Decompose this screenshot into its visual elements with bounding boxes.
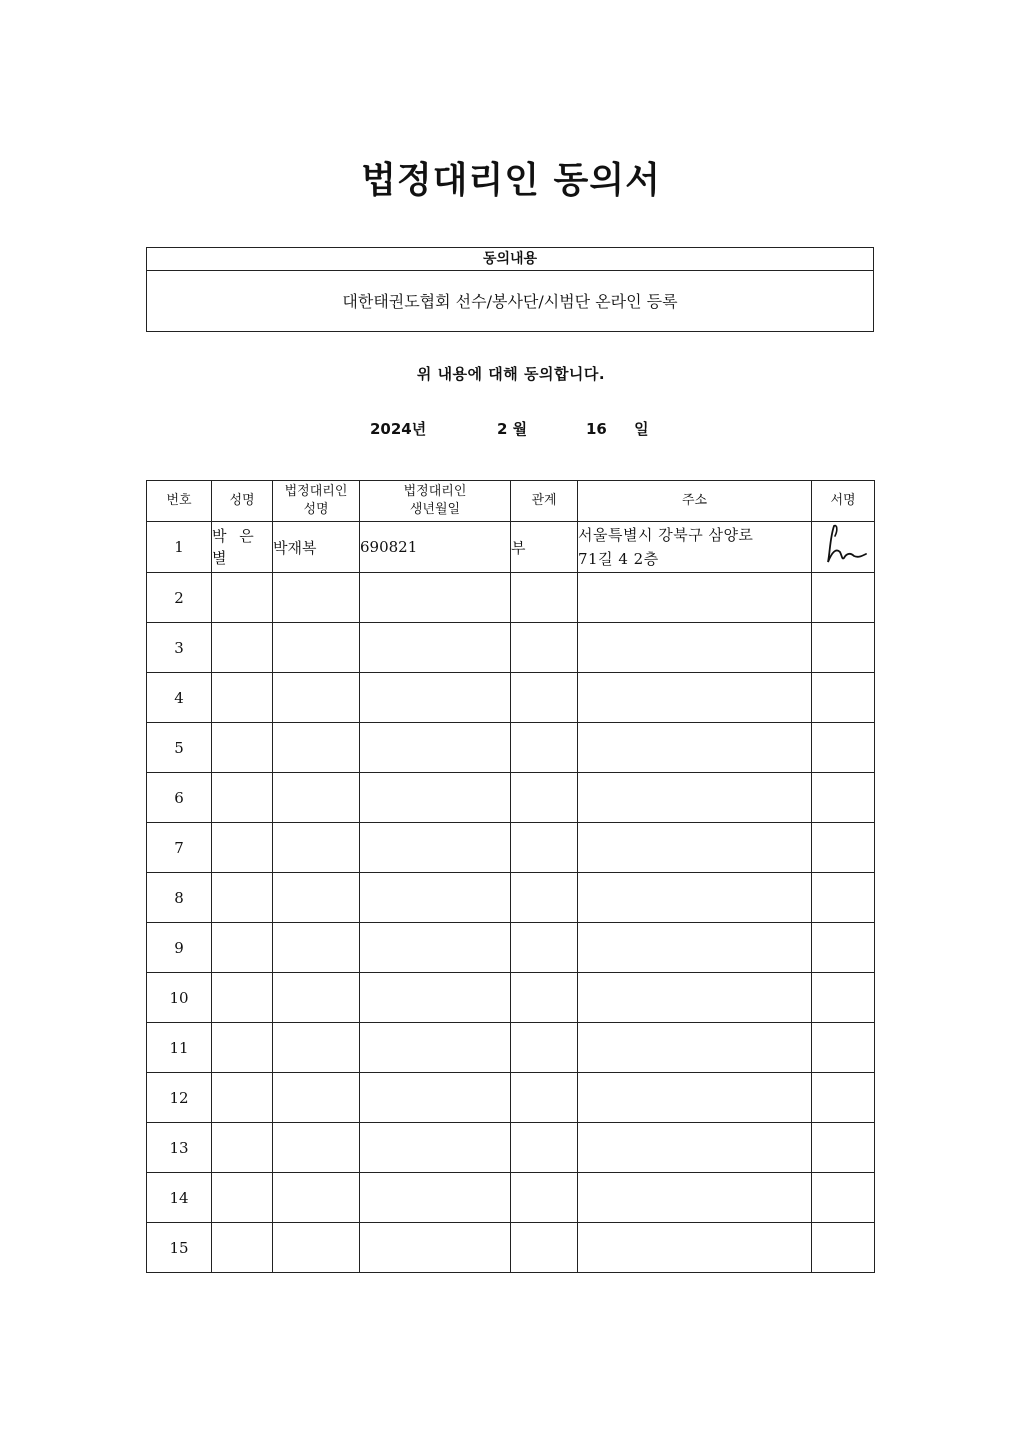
signature-cell[interactable] [812, 1173, 875, 1223]
address[interactable] [578, 1073, 812, 1123]
address-line1: 서울특별시 강북구 삼양로 [578, 526, 754, 544]
signature-cell[interactable] [812, 923, 875, 973]
signature-cell[interactable] [812, 823, 875, 873]
participant-name[interactable] [212, 1073, 273, 1123]
address-line2: 71길 4 2층 [578, 550, 659, 568]
participant-name[interactable] [212, 1173, 273, 1223]
participant-name[interactable] [212, 773, 273, 823]
guardian-birthdate[interactable] [360, 1023, 511, 1073]
guardian-name[interactable] [273, 973, 360, 1023]
participant-name[interactable] [212, 1123, 273, 1173]
signature-cell[interactable] [812, 623, 875, 673]
date-year: 2024년 [370, 420, 427, 438]
header-address: 주소 [578, 481, 812, 522]
table-row [147, 923, 875, 973]
address[interactable] [578, 1173, 812, 1223]
signature-cell[interactable] [812, 873, 875, 923]
header-guardian-birth [360, 481, 511, 522]
guardian-name[interactable]: 박재복 [273, 522, 360, 573]
guardian-consent-table [146, 480, 875, 1273]
participant-name[interactable] [212, 723, 273, 773]
table-row [147, 673, 875, 723]
handwritten-signature [818, 522, 868, 568]
row-number: 8 [147, 873, 212, 923]
relation[interactable] [511, 973, 578, 1023]
table-row [147, 1123, 875, 1173]
header-guardian-birth-line2: 생년월일 [409, 502, 461, 517]
guardian-birthdate[interactable] [360, 1073, 511, 1123]
participant-name[interactable] [212, 873, 273, 923]
row-number: 5 [147, 723, 212, 773]
guardian-birthdate[interactable] [360, 1223, 511, 1273]
address[interactable] [578, 522, 812, 573]
signature-cell[interactable] [812, 673, 875, 723]
table-row [147, 1023, 875, 1073]
consent-content-body: 대한태권도협회 선수/봉사단/시범단 온라인 등록 [342, 292, 678, 311]
relation[interactable] [511, 1073, 578, 1123]
relation[interactable] [511, 1123, 578, 1173]
participant-name-line2: 별 [212, 549, 231, 567]
address[interactable] [578, 723, 812, 773]
row-number: 7 [147, 823, 212, 873]
guardian-birthdate[interactable] [360, 773, 511, 823]
table-row [147, 573, 875, 623]
signature-cell[interactable] [812, 1073, 875, 1123]
signature-cell[interactable] [812, 1023, 875, 1073]
header-signature: 서명 [812, 481, 875, 522]
row-number: 3 [147, 623, 212, 673]
row-number: 6 [147, 773, 212, 823]
table-row [147, 1073, 875, 1123]
table-row [147, 873, 875, 923]
participant-name[interactable] [212, 923, 273, 973]
participant-name[interactable] [212, 522, 273, 573]
consent-content-box [146, 247, 874, 332]
guardian-birthdate[interactable] [360, 1173, 511, 1223]
header-relation: 관계 [511, 481, 578, 522]
consent-content-header: 동의내용 [147, 248, 873, 271]
table-row [147, 1223, 875, 1273]
relation[interactable] [511, 873, 578, 923]
signature-cell[interactable] [812, 522, 875, 573]
agreement-statement: 위 내용에 대해 동의합니다. [416, 365, 606, 383]
relation[interactable] [511, 773, 578, 823]
guardian-name[interactable] [273, 1123, 360, 1173]
address[interactable] [578, 1023, 812, 1073]
address[interactable] [578, 573, 812, 623]
relation[interactable] [511, 573, 578, 623]
header-guardian-birth-line1: 법정대리인 [403, 484, 467, 499]
guardian-name[interactable] [273, 623, 360, 673]
guardian-name[interactable] [273, 723, 360, 773]
table-row [147, 823, 875, 873]
relation[interactable] [511, 623, 578, 673]
guardian-name[interactable] [273, 1173, 360, 1223]
signature-cell[interactable] [812, 773, 875, 823]
header-name: 성명 [212, 481, 273, 522]
guardian-name[interactable] [273, 923, 360, 973]
row-number: 11 [147, 1023, 212, 1073]
row-number: 14 [147, 1173, 212, 1223]
guardian-name[interactable] [273, 1223, 360, 1273]
participant-name[interactable] [212, 573, 273, 623]
guardian-name[interactable] [273, 573, 360, 623]
address[interactable] [578, 823, 812, 873]
row-number: 15 [147, 1223, 212, 1273]
relation[interactable] [511, 723, 578, 773]
document-title: 법정대리인 동의서 [361, 159, 661, 201]
guardian-birthdate[interactable] [360, 673, 511, 723]
participant-name[interactable] [212, 1223, 273, 1273]
address[interactable] [578, 1223, 812, 1273]
header-no: 번호 [147, 481, 212, 522]
row-number: 9 [147, 923, 212, 973]
header-guardian-name-line1: 법정대리인 [284, 484, 348, 499]
participant-name-line1: 박 은 [212, 527, 258, 545]
relation[interactable] [511, 1173, 578, 1223]
table-row [147, 1173, 875, 1223]
table-row [147, 723, 875, 773]
row-number: 13 [147, 1123, 212, 1173]
address[interactable] [578, 623, 812, 673]
header-guardian-name [273, 481, 360, 522]
guardian-birthdate[interactable] [360, 923, 511, 973]
guardian-birthdate[interactable]: 690821 [360, 522, 511, 573]
guardian-birthdate[interactable] [360, 623, 511, 673]
row-number: 2 [147, 573, 212, 623]
guardian-name[interactable] [273, 673, 360, 723]
relation[interactable]: 부 [511, 522, 578, 573]
guardian-birthdate[interactable] [360, 973, 511, 1023]
header-guardian-name-line2: 성명 [303, 502, 329, 517]
address[interactable] [578, 873, 812, 923]
row-number: 10 [147, 973, 212, 1023]
guardian-birthdate[interactable] [360, 873, 511, 923]
guardian-birthdate[interactable] [360, 573, 511, 623]
signature-cell[interactable] [812, 723, 875, 773]
relation[interactable] [511, 1223, 578, 1273]
participant-name[interactable] [212, 823, 273, 873]
guardian-name[interactable] [273, 773, 360, 823]
table-row [147, 522, 875, 573]
guardian-name[interactable] [273, 873, 360, 923]
signature-cell[interactable] [812, 573, 875, 623]
relation[interactable] [511, 923, 578, 973]
guardian-birthdate[interactable] [360, 723, 511, 773]
participant-name[interactable] [212, 1023, 273, 1073]
participant-name[interactable] [212, 673, 273, 723]
participant-name[interactable] [212, 623, 273, 673]
address[interactable] [578, 923, 812, 973]
relation[interactable] [511, 673, 578, 723]
address[interactable] [578, 973, 812, 1023]
relation[interactable] [511, 823, 578, 873]
signature-cell[interactable] [812, 1223, 875, 1273]
table-row [147, 773, 875, 823]
guardian-birthdate[interactable] [360, 823, 511, 873]
address[interactable] [578, 1123, 812, 1173]
table-row [147, 973, 875, 1023]
relation[interactable] [511, 1023, 578, 1073]
date-day: 16 일 [586, 420, 649, 438]
date-month: 2 월 [497, 420, 528, 438]
signature-cell[interactable] [812, 1123, 875, 1173]
guardian-birthdate[interactable] [360, 1123, 511, 1173]
signature-cell[interactable] [812, 973, 875, 1023]
row-number: 1 [147, 522, 212, 573]
row-number: 12 [147, 1073, 212, 1123]
address[interactable] [578, 773, 812, 823]
guardian-name[interactable] [273, 1073, 360, 1123]
guardian-name[interactable] [273, 823, 360, 873]
address[interactable] [578, 673, 812, 723]
table-header-row [147, 481, 875, 522]
guardian-name[interactable] [273, 1023, 360, 1073]
table-row [147, 623, 875, 673]
row-number: 4 [147, 673, 212, 723]
participant-name[interactable] [212, 973, 273, 1023]
